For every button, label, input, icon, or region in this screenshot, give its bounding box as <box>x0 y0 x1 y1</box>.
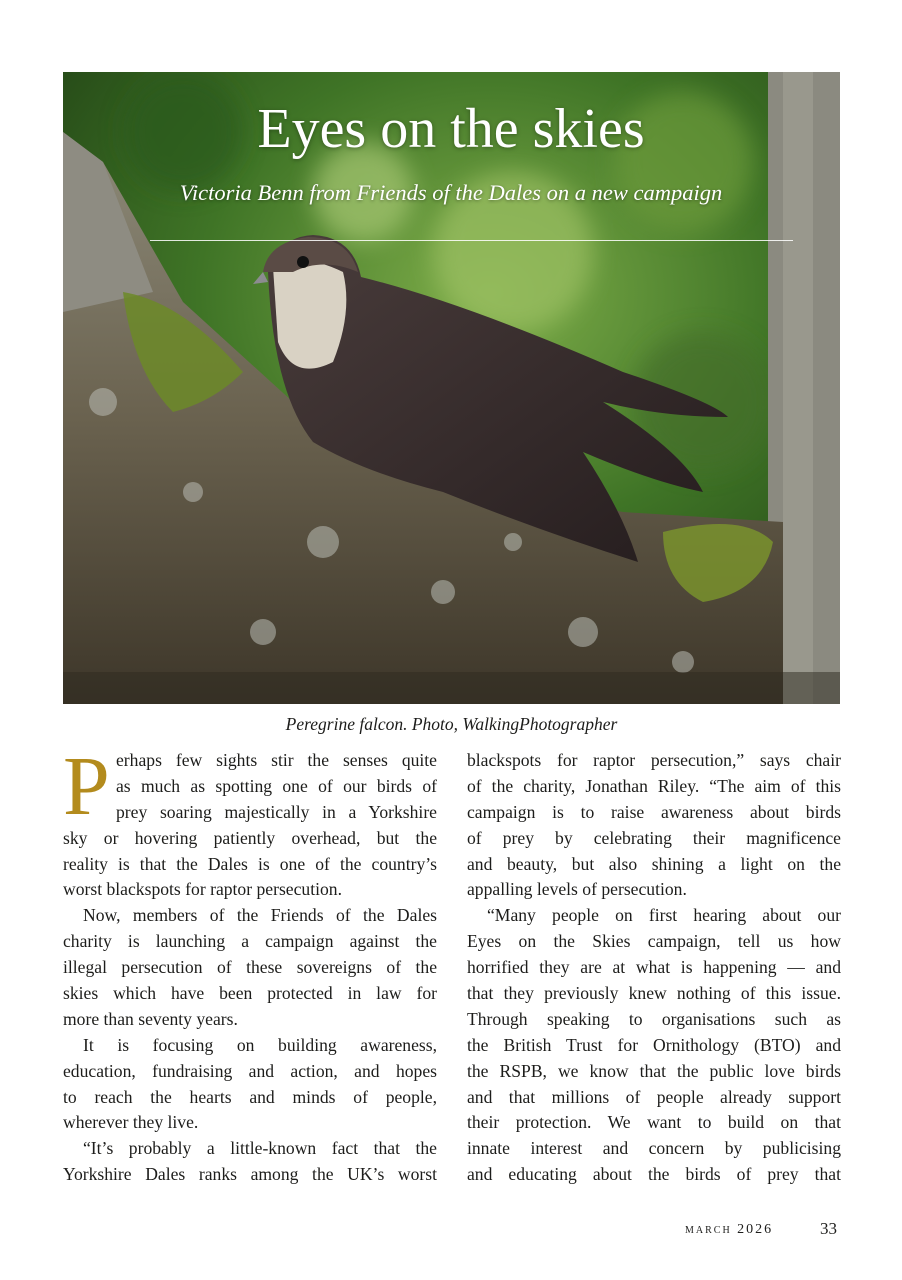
body-text-line: more than seventy years. <box>63 1008 238 1029</box>
body-text-line: skies which have been protected in law for <box>63 983 437 1004</box>
body-text-line: It is focusing on building awareness, <box>83 1034 437 1055</box>
body-text-line: the British Trust for Ornithology (BTO) and <box>467 1034 841 1055</box>
body-text-line: erhaps few sights stir the senses quite <box>116 750 437 770</box>
body-text-line: Eyes on the Skies campaign, tell us how <box>467 931 841 952</box>
body-text-line: Now, members of the Friends of the Dales <box>83 905 437 926</box>
left-column <box>63 740 437 1188</box>
body-text-line: “It’s probably a little-known fact that the <box>83 1138 437 1159</box>
photo-caption: Peregrine falcon. Photo, WalkingPhotographer <box>285 714 618 734</box>
body-text-line: “Many people on first hearing about our <box>487 905 841 926</box>
body-text-line: to reach the hearts and minds of people, <box>63 1086 437 1107</box>
body-text-line: blackspots for raptor persecution,” says chair <box>467 750 841 770</box>
peregrine-falcon-photo <box>63 72 840 704</box>
body-text-line: wherever they live. <box>63 1112 199 1133</box>
article-subtitle: Victoria Benn from Friends of the Dales on a new campaign <box>179 180 723 205</box>
body-text-line: that they previously knew nothing of this issue. <box>467 983 841 1004</box>
title-divider <box>150 240 793 241</box>
body-text-line: illegal persecution of these sovereigns of the <box>63 957 437 978</box>
body-text-line: their protection. We want to build on that <box>467 1112 841 1133</box>
body-text-line: and beauty, but also shining a light on the <box>467 853 841 874</box>
body-text-line: appalling levels of persecution. <box>467 879 687 900</box>
body-text-line: prey soaring majestically in a Yorkshire <box>116 801 437 822</box>
body-text-line: worst blackspots for raptor persecution. <box>63 879 342 900</box>
body-text-line: horrified they are at what is happening — and <box>467 957 841 978</box>
body-text-line: as much as spotting one of our birds of <box>116 775 437 796</box>
body-text-line: innate interest and concern by publicising <box>467 1138 841 1159</box>
body-text-line: and that millions of people already support <box>467 1086 841 1107</box>
issue-date: march 2026 <box>685 1222 774 1237</box>
body-text-line: reality is that the Dales is one of the country’s <box>63 853 437 874</box>
body-text-line: Yorkshire Dales ranks among the UK’s worst <box>63 1164 437 1185</box>
body-text-line: campaign is to raise awareness about birds <box>467 801 841 822</box>
right-column <box>467 748 841 1188</box>
body-text-line: of the charity, Jonathan Riley. “The aim of this <box>467 775 841 796</box>
page-number: 33 <box>820 1219 837 1238</box>
body-text-line: charity is launching a campaign against the <box>63 931 437 952</box>
body-text-line: and educating about the birds of prey that <box>467 1164 841 1185</box>
drop-cap: P <box>63 740 110 833</box>
article-title: Eyes on the skies <box>257 98 645 160</box>
falcon-image <box>63 72 840 704</box>
body-text-line: education, fundraising and action, and hopes <box>63 1060 437 1081</box>
body-text-line: sky or hovering patiently overhead, but the <box>63 827 437 848</box>
body-text-line: the RSPB, we know that the public love birds <box>467 1060 841 1081</box>
body-text-line: Through speaking to organisations such as <box>467 1008 841 1029</box>
body-text-line: of prey by celebrating their magnificence <box>467 827 841 848</box>
